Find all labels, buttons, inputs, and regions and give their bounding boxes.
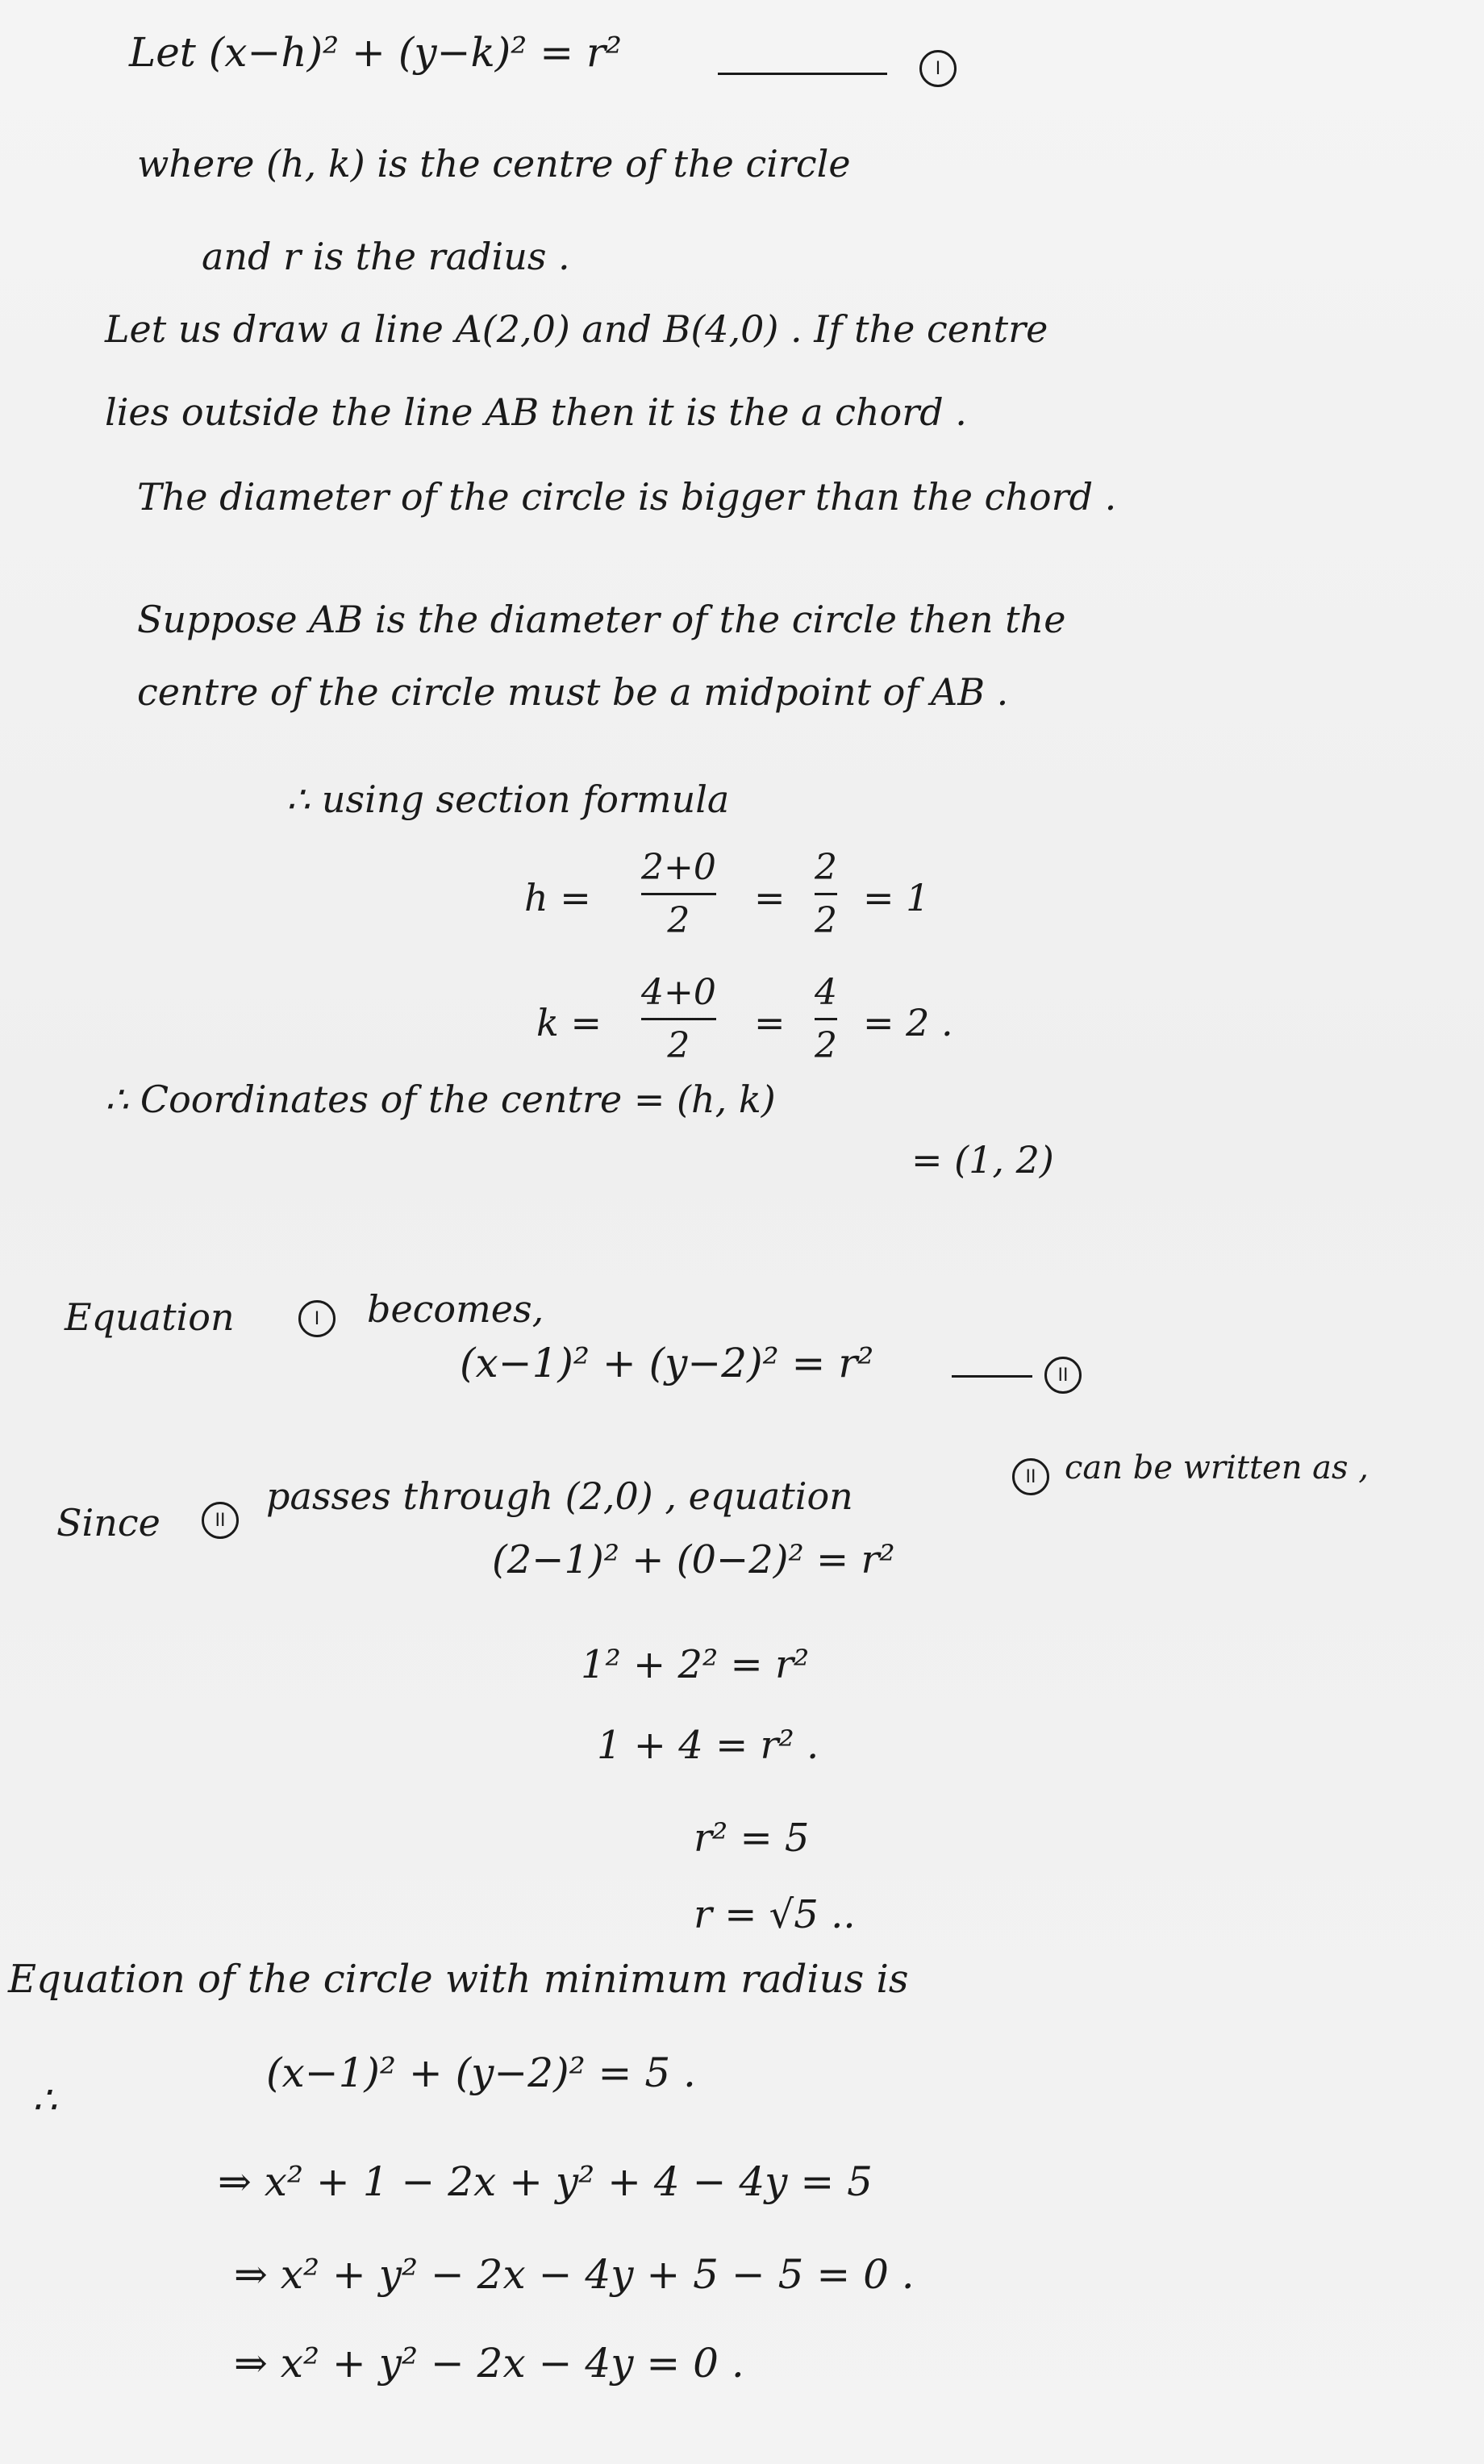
- text-line-diameter-bigger: The diameter of the circle is bigger than the chord .: [137, 475, 1117, 519]
- k-label: k =: [536, 1001, 602, 1044]
- k-equals: =: [754, 1001, 786, 1044]
- text-line-coordinates: ∴ Coordinates of the centre = (h, k): [105, 1078, 776, 1121]
- expansion-step-2: ⇒ x² + y² − 2x − 4y + 5 − 5 = 0 .: [234, 2251, 915, 2298]
- h-fraction-simplified: [815, 847, 837, 941]
- equation-number-1-ref: I: [298, 1300, 336, 1337]
- k-fraction-simplified: [815, 972, 837, 1066]
- k-denominator: 2: [815, 1025, 837, 1066]
- h-numerator: 2: [815, 847, 837, 888]
- k-numerator-sum: 4+0: [641, 972, 716, 1013]
- text-equation-label: Equation: [65, 1295, 235, 1339]
- text-line-radius-definition: and r is the radius .: [202, 235, 570, 278]
- text-line-lies-outside: lies outside the line AB then it is the a chord .: [105, 390, 967, 434]
- equation-leader-line: [718, 73, 887, 75]
- circle-equation-centre-substituted: (x−1)² + (y−2)² = r²: [460, 1340, 874, 1386]
- equation-number-2-ref-b: II: [1012, 1458, 1049, 1495]
- substitution-step-1: (2−1)² + (0−2)² = r²: [492, 1537, 895, 1582]
- final-equation-general-form: ⇒ x² + y² − 2x − 4y = 0 .: [234, 2340, 744, 2387]
- h-denominator: 2: [815, 900, 837, 941]
- centre-coordinates-value: = (1, 2): [911, 1138, 1054, 1182]
- equation-number-2: II: [1044, 1357, 1082, 1394]
- text-minimum-radius-conclusion: Equation of the circle with minimum radius is: [8, 1957, 909, 2002]
- equation-number-2-ref: II: [202, 1502, 239, 1539]
- expansion-step-1: ⇒ x² + 1 − 2x + y² + 4 − 4y = 5: [218, 2158, 873, 2205]
- final-equation-standard-form: (x−1)² + (y−2)² = 5 .: [266, 2049, 696, 2096]
- text-since: Since: [56, 1501, 160, 1545]
- k-numerator: 4: [815, 972, 837, 1013]
- text-can-be-written: can be written as ,: [1065, 1449, 1369, 1486]
- radius-squared-value: r² = 5: [694, 1816, 810, 1861]
- text-becomes: becomes,: [367, 1287, 544, 1331]
- circle-general-equation: Let (x−h)² + (y−k)² = r²: [129, 29, 622, 76]
- k-result: = 2 .: [863, 1001, 953, 1044]
- equation-number-1: I: [919, 50, 957, 87]
- text-line-midpoint: centre of the circle must be a midpoint of AB .: [137, 670, 1009, 714]
- h-equals: =: [754, 876, 786, 919]
- fraction-bar: [641, 1018, 716, 1020]
- fraction-bar: [815, 1018, 837, 1020]
- fraction-bar: [641, 893, 716, 895]
- therefore-symbol: ∴: [32, 2078, 57, 2123]
- substitution-step-3: 1 + 4 = r² .: [597, 1723, 819, 1768]
- text-line-suppose-diameter: Suppose AB is the diameter of the circle then the: [137, 598, 1066, 641]
- fraction-bar: [815, 893, 837, 895]
- k-denominator-sum: 2: [667, 1025, 690, 1066]
- equation-leader-line: [952, 1375, 1032, 1378]
- substitution-step-2: 1² + 2² = r²: [581, 1642, 810, 1687]
- radius-value: r = √5 ..: [694, 1892, 856, 1937]
- h-denominator-sum: 2: [667, 900, 690, 941]
- h-fraction-sum: [641, 847, 716, 941]
- k-fraction-sum: [641, 972, 716, 1066]
- h-numerator-sum: 2+0: [641, 847, 716, 888]
- text-line-centre-definition: where (h, k) is the centre of the circle: [137, 142, 851, 186]
- text-passes-through: passes through (2,0) , equation: [266, 1474, 853, 1518]
- text-line-draw-chord: Let us draw a line A(2,0) and B(4,0) . If the centre: [105, 307, 1048, 351]
- h-label: h =: [524, 876, 591, 919]
- text-line-section-formula: ∴ using section formula: [286, 778, 730, 821]
- h-result: = 1: [863, 876, 930, 919]
